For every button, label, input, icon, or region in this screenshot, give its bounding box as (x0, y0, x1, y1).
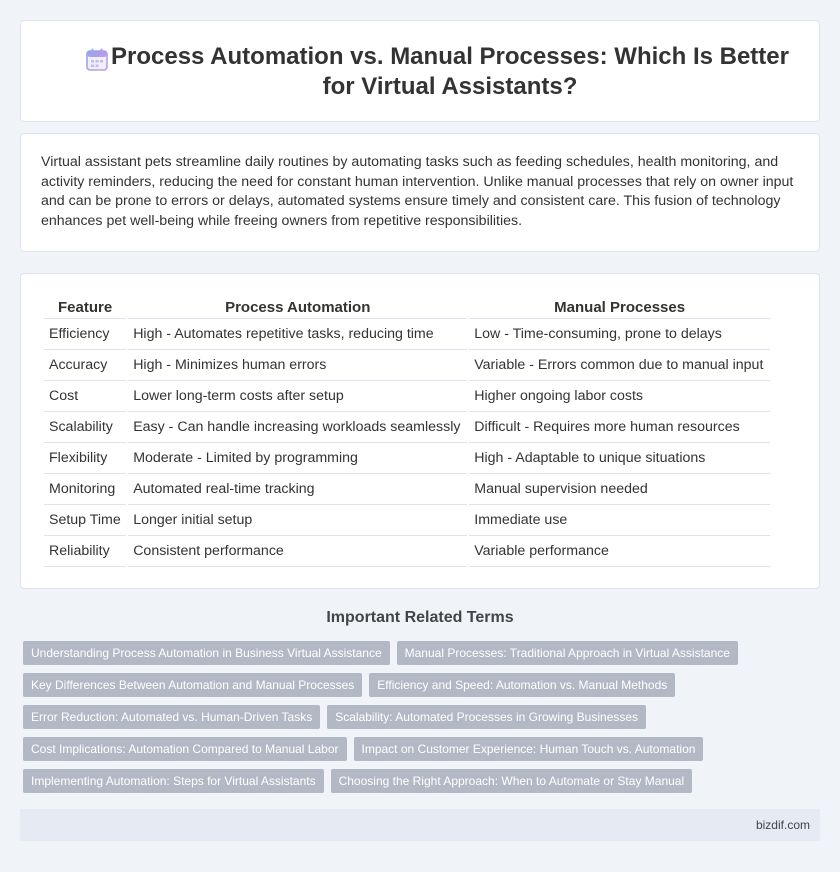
automation-cell: High - Minimizes human errors (128, 350, 467, 381)
manual-cell: Immediate use (469, 505, 770, 536)
feature-cell: Flexibility (44, 443, 126, 474)
related-term-link[interactable]: Choosing the Right Approach: When to Automate or Stay Manual (331, 769, 693, 793)
intro-paragraph: Virtual assistant pets streamline daily routines by automating tasks such as feeding schedules, health monitoring, and activity reminders, reducing the need for constant human intervention. Unlike manual processes that rely on owner input and can be prone to errors or delays, automated systems ensure timely and consistent care. This fusion of technology enhances pet well-being while freeing owners from repetitive responsibilities. (41, 154, 794, 229)
header-manual-processes: Manual Processes (469, 293, 770, 319)
automation-cell: High - Automates repetitive tasks, reducing time (128, 319, 467, 350)
feature-cell: Monitoring (44, 474, 126, 505)
manual-cell: Difficult - Requires more human resources (469, 412, 770, 443)
site-link[interactable]: bizdif.com (755, 818, 810, 832)
automation-cell: Consistent performance (128, 536, 467, 567)
feature-cell: Accuracy (44, 350, 126, 381)
intro-card (20, 133, 820, 252)
automation-cell: Longer initial setup (128, 505, 467, 536)
related-term-link[interactable]: Understanding Process Automation in Business Virtual Assistance (23, 641, 390, 665)
table-row (44, 505, 770, 536)
table-row (44, 474, 770, 505)
feature-cell: Scalability (44, 412, 126, 443)
footer (20, 809, 820, 841)
manual-cell: Low - Time-consuming, prone to delays (469, 319, 770, 350)
related-term-link[interactable]: Efficiency and Speed: Automation vs. Manual Methods (369, 673, 675, 697)
table-row (44, 319, 770, 350)
related-terms-list (23, 641, 803, 793)
feature-cell: Reliability (44, 536, 126, 567)
feature-cell: Setup Time (44, 505, 126, 536)
feature-cell: Cost (44, 381, 126, 412)
header-feature: Feature (44, 293, 126, 319)
comparison-table-card (20, 273, 820, 589)
manual-cell: Manual supervision needed (469, 474, 770, 505)
calendar-icon (85, 47, 111, 73)
table-row (44, 412, 770, 443)
related-term-link[interactable]: Key Differences Between Automation and Manual Processes (23, 673, 362, 697)
automation-cell: Automated real-time tracking (128, 474, 467, 505)
header-process-automation: Process Automation (128, 293, 467, 319)
related-terms-heading: Important Related Terms (326, 609, 514, 626)
table-row (44, 381, 770, 412)
manual-cell: Variable performance (469, 536, 770, 567)
automation-cell: Easy - Can handle increasing workloads seamlessly (128, 412, 467, 443)
automation-cell: Lower long-term costs after setup (128, 381, 467, 412)
related-term-link[interactable]: Error Reduction: Automated vs. Human-Driven Tasks (23, 705, 320, 729)
related-term-link[interactable]: Impact on Customer Experience: Human Touch vs. Automation (354, 737, 704, 761)
manual-cell: Variable - Errors common due to manual input (469, 350, 770, 381)
table-row (44, 536, 770, 567)
manual-cell: Higher ongoing labor costs (469, 381, 770, 412)
feature-cell: Efficiency (44, 319, 126, 350)
related-term-link[interactable]: Manual Processes: Traditional Approach in Virtual Assistance (397, 641, 738, 665)
comparison-table (42, 293, 772, 567)
table-row (44, 443, 770, 474)
table-row (44, 350, 770, 381)
header-card (20, 20, 820, 122)
related-term-link[interactable]: Implementing Automation: Steps for Virtual Assistants (23, 769, 324, 793)
table-header-row (44, 293, 770, 319)
related-term-link[interactable]: Scalability: Automated Processes in Growing Businesses (327, 705, 646, 729)
related-term-link[interactable]: Cost Implications: Automation Compared to Manual Labor (23, 737, 347, 761)
manual-cell: High - Adaptable to unique situations (469, 443, 770, 474)
automation-cell: Moderate - Limited by programming (128, 443, 467, 474)
page-title: Process Automation vs. Manual Processes: Which Is Better for Virtual Assistants? (111, 43, 789, 100)
